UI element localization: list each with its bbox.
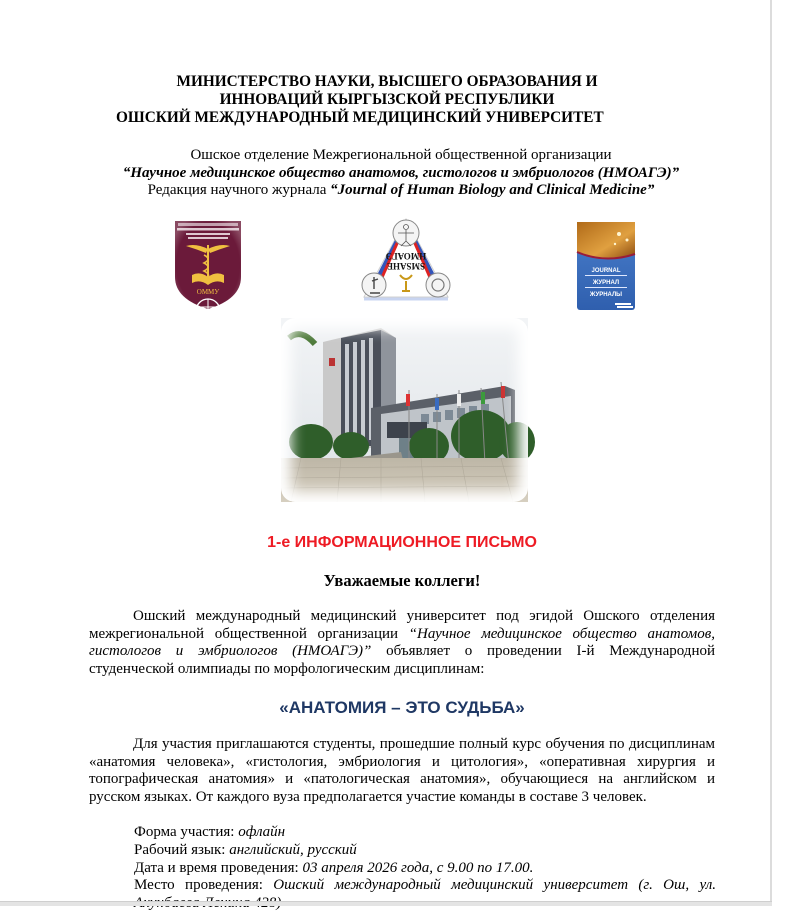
svg-text:JOURNAL: JOURNAL <box>591 268 621 274</box>
university-heading: ОШСКИЙ МЕЖДУНАРОДНЫЙ МЕДИЦИНСКИЙ УНИВЕРСИТЕТ <box>116 109 604 126</box>
olympiad-title: «АНАТОМИЯ – ЭТО СУДЬБА» <box>279 698 525 717</box>
detail-value: английский, русский <box>229 842 357 858</box>
detail-label: Рабочий язык: <box>134 842 230 858</box>
ministry-heading-line2: ИННОВАЦИЙ КЫРГЫЗСКОЙ РЕСПУБЛИКИ <box>219 91 555 108</box>
svg-text:ЖУРНАЛ: ЖУРНАЛ <box>592 280 620 286</box>
intro-text-part2: объявляет о проведении I-й Международной студенческой олимпиады по морфологическим дисциплинам: <box>89 643 715 677</box>
org-society-name: “Научное медицинское общество анатомов, гистологов и эмбриологов (НМОАГЭ)” <box>122 165 680 181</box>
ommu-university-logo <box>172 219 244 311</box>
greeting: Уважаемые коллеги! <box>323 571 481 590</box>
nmoage-society-logo <box>360 215 452 303</box>
detail-venue <box>134 877 716 895</box>
intro-text-part1: Ошский международный медицинский университет под эгидой Ошского отделения межрегиональной общественной организации <box>89 608 715 642</box>
detail-label: Дата и время проведения: <box>134 860 303 876</box>
detail-label: Форма участия: <box>134 824 239 840</box>
detail-value: офлайн <box>238 824 286 840</box>
participation-paragraph: Для участия приглашаются студенты, прошедшие полный курс обучения по дисциплинам «анатомия человека», «гистология, эмбриология и цитология», «оперативная хирургия и топографическая анатомия» и «патологическая анатомия», обучающиеся на английском и русском языках. От каждого вуза предполагается участие команды в составе 3 человек. <box>89 736 715 805</box>
university-building-photo <box>281 318 528 502</box>
page-frame-bottom-edge <box>0 901 772 906</box>
org-department-line: Ошское отделение Межрегиональной общественной организации <box>190 147 612 163</box>
svg-text:НМОАГЭ: НМОАГЭ <box>385 251 427 261</box>
detail-value: 03 апреля 2026 года, с 9.00 по 17.00. <box>302 860 534 876</box>
page-frame-right-edge <box>770 0 772 906</box>
svg-text:ЖУРНАЛЫ: ЖУРНАЛЫ <box>589 292 623 298</box>
journal-cover-image <box>575 220 637 312</box>
journal-editorial-prefix: Редакция научного журнала <box>147 182 331 198</box>
detail-working-language <box>134 842 716 860</box>
journal-name: “Journal of Human Biology and Clinical Medicine” <box>330 182 655 198</box>
info-letter-title: 1-е ИНФОРМАЦИОННОЕ ПИСЬМО <box>267 534 537 551</box>
svg-text:ОММУ: ОММУ <box>196 288 220 296</box>
detail-value: Ошский международный медицинский университет (г. Ош, ул. <box>273 877 716 893</box>
intro-society-name: “Научное медицинское общество анатомов, гистологов и эмбриологов (НМОАГЭ)” <box>89 625 715 660</box>
svg-text:SMSAHE: SMSAHE <box>386 261 426 271</box>
detail-date-time <box>134 860 716 878</box>
journal-editorial-line <box>0 181 802 199</box>
ministry-heading-line1: МИНИСТЕРСТВО НАУКИ, ВЫСШЕГО ОБРАЗОВАНИЯ И <box>176 73 598 90</box>
intro-paragraph <box>89 608 715 678</box>
detail-label: Место проведения: <box>134 877 274 893</box>
detail-participation-form <box>134 824 716 842</box>
